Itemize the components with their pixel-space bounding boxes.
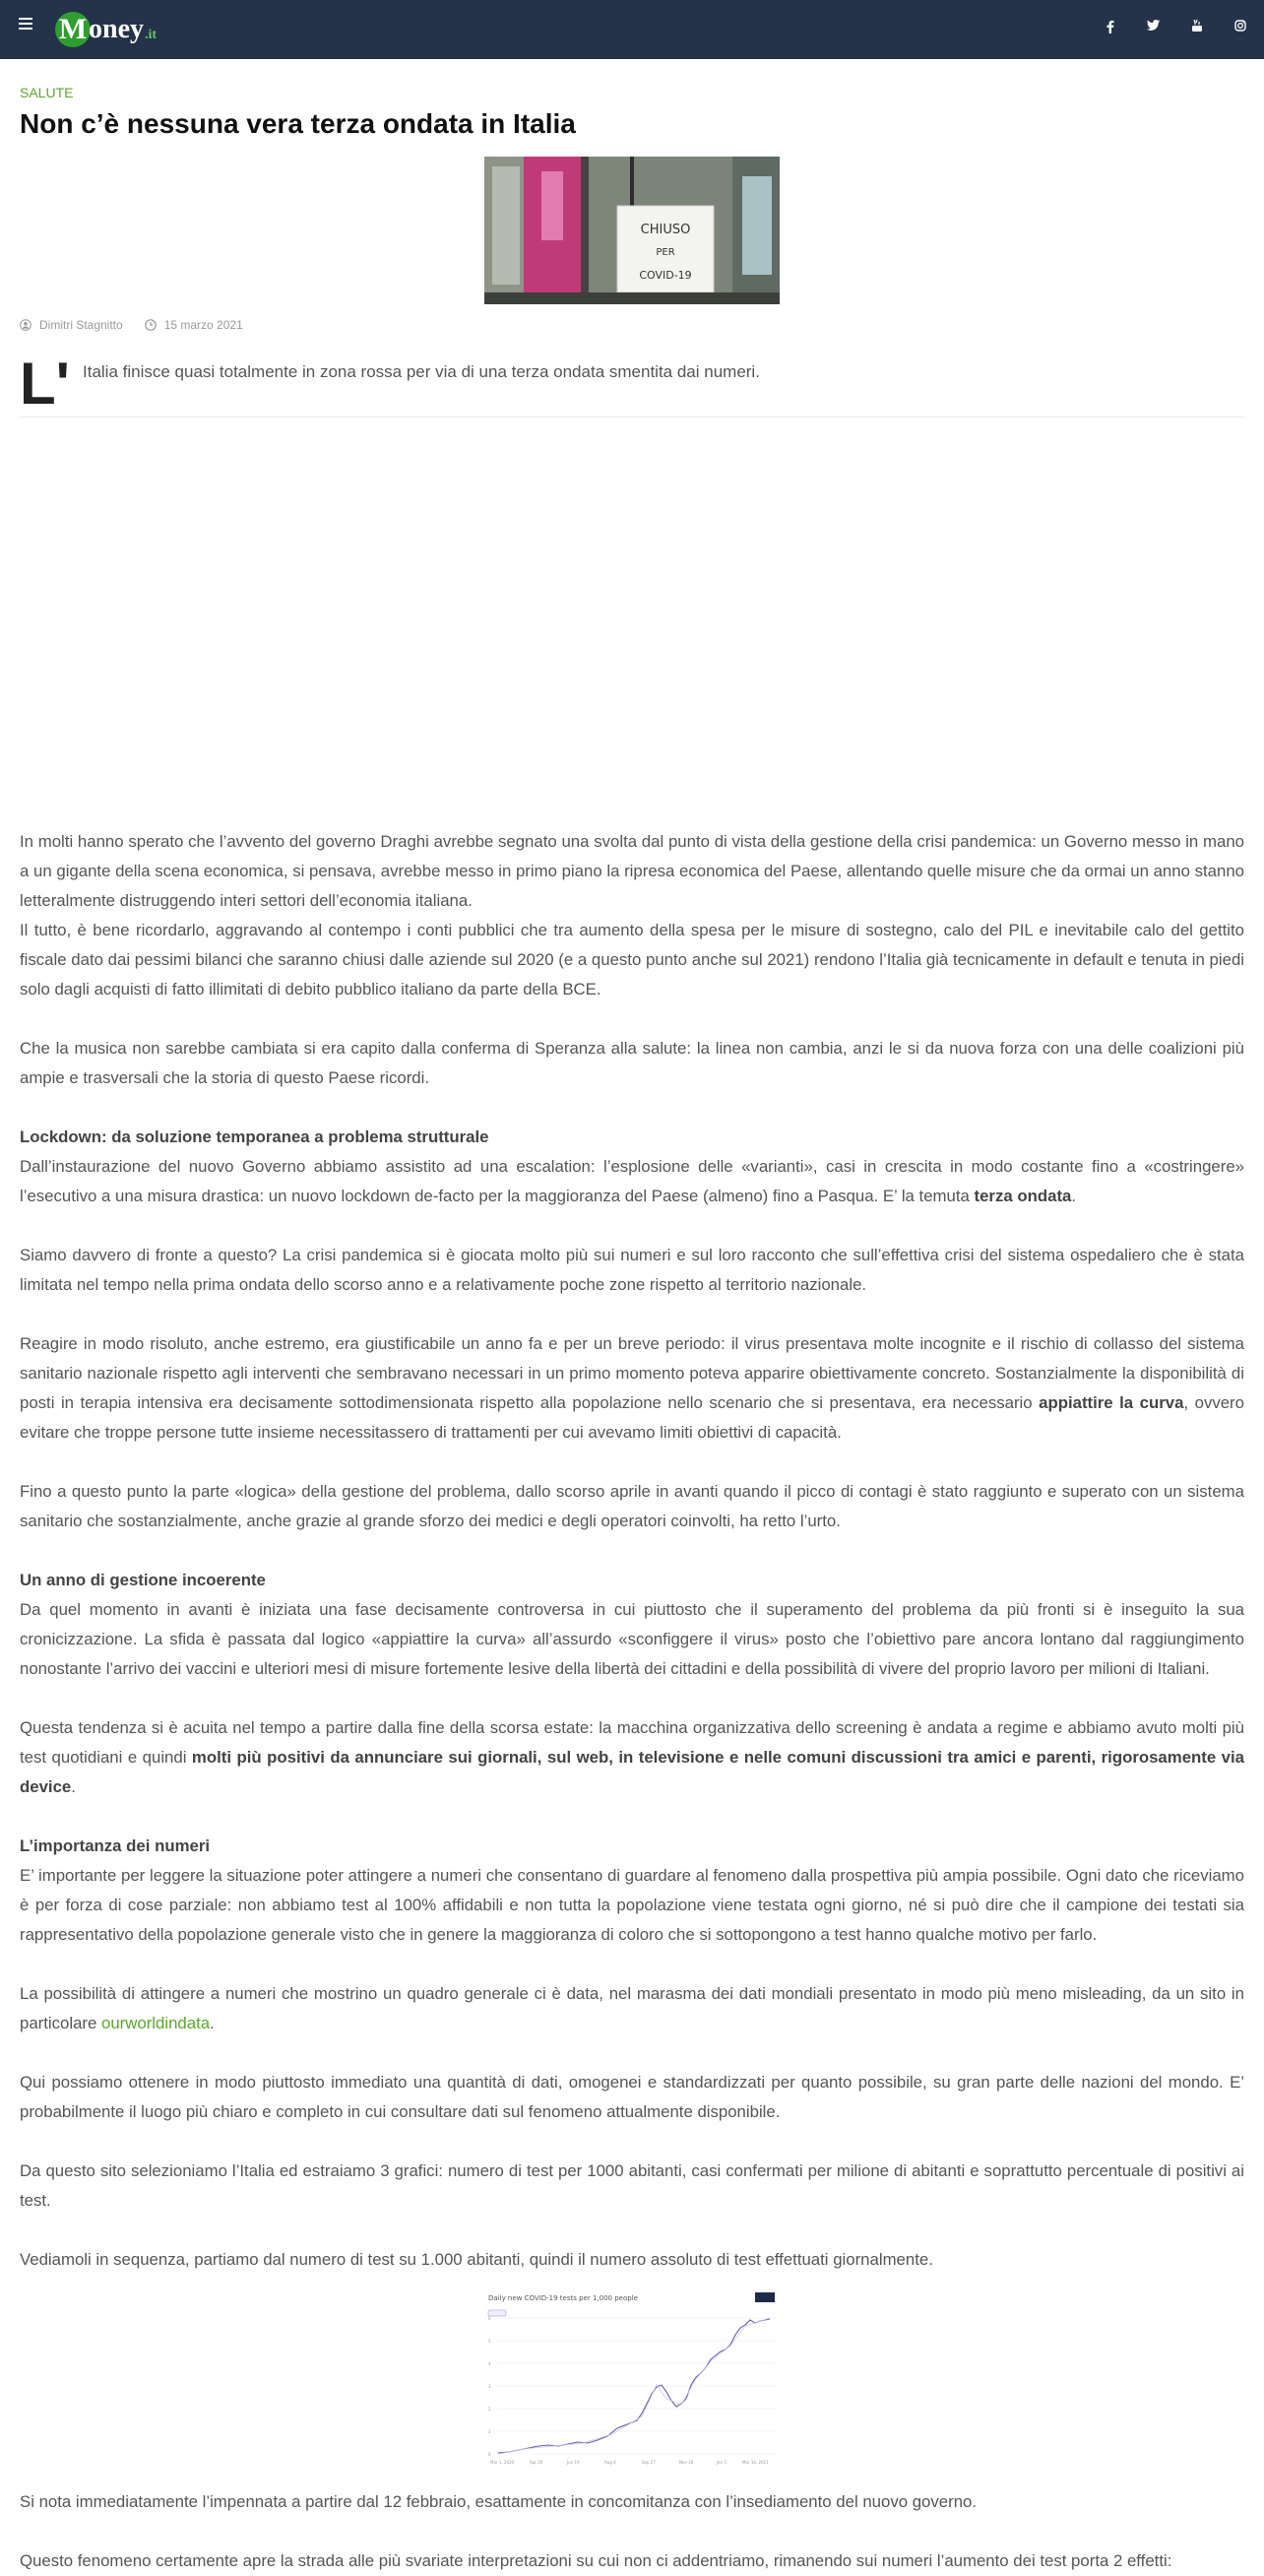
hero-sign-line3: COVID-19 [639, 269, 692, 282]
lead-text: Italia finisce quasi totalmente in zona rossa per via di una terza ondata smentita dai numeri. [83, 362, 760, 381]
section-heading: Lockdown: da soluzione temporanea a problema strutturale [20, 1127, 489, 1146]
paragraph: Si nota immediatamente l’impennata a partire dal 12 febbraio, esattamente in concomitanza con l’insediamento del nuovo governo. [20, 2492, 978, 2511]
instagram-icon[interactable] [1231, 20, 1250, 32]
x-tick: Aug 8 [604, 2460, 616, 2465]
logo-suffix: .it [145, 28, 158, 42]
x-tick: Jan 5 [717, 2460, 727, 2465]
dropcap: L' [20, 351, 70, 417]
money-logo[interactable] [55, 10, 157, 49]
y-tick: 5 [488, 2339, 491, 2344]
paragraph: Che la musica non sarebbe cambiata si era capito dalla conferma di Speranza alla salute: la linea non cambia, anzi le si da nuova forza con una delle coalizioni più ampie e trasversali che la storia di questo Paese ricordi. [20, 1039, 1244, 1087]
logo-text: oney [89, 14, 144, 44]
article-title: Non c’è nessuna vera terza ondata in Italia [20, 108, 576, 139]
paragraph: La possibilità di attingere a numeri che mostrino un quadro generale ci è data, nel marasma dei dati mondiali presentato in modo più meno misleading, da un sito in particolare ourworldindata. [20, 1984, 1244, 2032]
top-navbar [0, 0, 1264, 59]
hero-sign-line2: PER [656, 247, 675, 258]
paragraph: In molti hanno sperato che l’avvento del governo Draghi avrebbe segnato una svolta dal punto di vista della gestione della crisi pandemica: un Governo messo in mano a un gigante della scena economica, si pensava, avrebbe messo in primo piano la ripresa economica del Paese, allentando quelle misure che da ormai un anno stanno letteralmente distruggendo interi settori dell’economia italiana. [20, 832, 1244, 910]
hero-image [484, 157, 780, 304]
x-tick: Jun 19 [567, 2460, 580, 2465]
facebook-icon[interactable] [1101, 20, 1120, 33]
ad-space [20, 433, 1244, 798]
paragraph: Vediamoli in sequenza, partiamo dal numero di test su 1.000 abitanti, quindi il numero assoluto di test effettuati giornalmente. [20, 2250, 933, 2269]
y-tick: 1 [488, 2429, 491, 2434]
x-tick: Sep 27 [642, 2460, 656, 2465]
category-link[interactable]: SALUTE [20, 85, 74, 100]
x-tick: Mar 1, 2020 [490, 2460, 515, 2465]
paragraph: Questa tendenza si è acuita nel tempo a partire dalla fine della scorsa estate: la macchina organizzativa dello screening è andata a regime e abbiamo avuto molti più test quotidiani e quindi molti più positivi da annunciare sui giornali, sul web, in televisione e nelle comuni discussioni tra amici e parenti, rigorosamente via device. [20, 1718, 1244, 1796]
section-heading: Un anno di gestione incoerente [20, 1571, 266, 1589]
user-icon [20, 319, 32, 331]
paragraph: Siamo davvero di fronte a questo? La crisi pandemica si è giocata molto più sui numeri e sul loro racconto che sull’effettiva crisi del sistema ospedaliero che è stata limitata nel tempo nella prima ondata dello scorso anno e a relativamente poche zone rispetto al territorio nazionale. [20, 1246, 1244, 1294]
divider [20, 417, 1244, 418]
twitter-icon[interactable] [1143, 20, 1163, 31]
paragraph: Da questo sito selezioniamo l’Italia ed estraiamo 3 grafici: numero di test per 1000 abitanti, casi confermati per milione di abitanti e soprattutto percentuale di positivi ai test. [20, 2161, 1244, 2210]
ourworldindata-link[interactable]: ourworldindata [101, 2014, 211, 2032]
article-meta [20, 318, 243, 332]
hamburger-menu-icon[interactable] [19, 18, 32, 30]
clock-icon [145, 319, 157, 331]
tests-chart-image [484, 2290, 780, 2468]
paragraph: Questo fenomeno certamente apre la strada alle più svariate interpretazioni su cui non ci addentriamo, rimanendo sui numeri l’aumento dei test porta 2 effetti: [20, 2551, 1172, 2570]
x-tick: Apr 20 [530, 2460, 543, 2465]
paragraph: Reagire in modo risoluto, anche estremo, era giustificabile un anno fa e per un breve periodo: il virus presentava molte incognite e il rischio di collasso del sistema sanitario nazionale rispetto agli interventi che sembravano necessari in un primo momento poteva apparire obiettivamente concreto. Sostanzialmente la disponibilità di posti in terapia intensiva era decisamente sottodimensionata rispetto alla popolazione nello scenario che si presentava, era necessario appiattire la curva, ovvero evitare che troppe persone tutte insieme necessitassero di trattamenti per cui avevamo limiti obiettivi di capacità. [20, 1334, 1244, 1442]
x-tick: Nov 16 [679, 2460, 694, 2465]
publish-date: 15 marzo 2021 [163, 318, 243, 332]
paragraph: Dall’instaurazione del nuovo Governo abbiamo assistito ad una escalation: l’esplosione delle «varianti», casi in crescita in modo costante fino a «costringere» l’esecutivo a una misura drastica: un nuovo lockdown de-facto per la maggioranza del Paese (almeno) fino a Pasqua. E’ la temuta terza ondata. [20, 1157, 1244, 1205]
y-tick: 2 [488, 2407, 491, 2412]
logo-m-mark: M [55, 12, 91, 47]
paragraph: Da quel momento in avanti è iniziata una fase decisamente controversa in cui piuttosto che il superamento del problema da più fronti si è inseguito la sua cronicizzazione. La sfida è passata dal logico «appiattire la curva» all’assurdo «sconfiggere il virus» posto che l’obiettivo pare ancora lontano dal raggiungimento nonostante l’arrivo dei vaccini e ulteriori mesi di misure fortemente lesive della libertà dei cittadini e della possibilità di vivere del proprio lavoro per milioni di Italiani. [20, 1600, 1244, 1678]
chart-title: Daily new COVID-19 tests per 1,000 people [488, 2294, 638, 2302]
paragraph: Qui possiamo ottenere in modo piuttosto immediato una quantità di dati, omogenei e standardizzati per quanto possibile, su gran parte delle nazioni del mondo. E’ probabilmente il luogo più chiaro e completo in cui consultare dati sul fenomeno attualmente disponibile. [20, 2073, 1244, 2121]
section-heading: L’importanza dei numeri [20, 1836, 211, 1855]
paragraph: Il tutto, è bene ricordarlo, aggravando al contempo i conti pubblici che tra aumento della spesa per le misure di sostegno, calo del PIL e inevitabile calo del gettito fiscale dato dai pessimi bilanci che saranno chiusi dalle aziende sul 2020 (e a questo punto anche sul 2021) rendono l’Italia già tecnicamente in default e tenuta in piedi solo dagli acquisti di fatto illimitati di debito pubblico italiano da parte della BCE. [20, 921, 1244, 998]
y-tick: 0 [488, 2452, 491, 2457]
hero-sign-line1: CHIUSO [640, 223, 691, 237]
youtube-icon[interactable] [1187, 20, 1207, 32]
y-tick: 3 [488, 2384, 491, 2389]
article-body [20, 827, 1244, 2576]
paragraph: Fino a questo punto la parte «logica» della gestione del problema, dallo scorso aprile in avanti quando il picco di contagi è stato raggiunto e superato con un sistema sanitario che sostanzialmente, anche grazie al grande sforzo dei medici e degli operatori coinvolti, ha retto l’urto. [20, 1482, 1244, 1530]
x-tick: Mar 14, 2021 [742, 2460, 769, 2465]
paragraph: E’ importante per leggere la situazione poter attingere a numeri che consentano di guardare al fenomeno dalla prospettiva più ampia possibile. Ogni dato che riceviamo è per forza di cose parziale: non abbiamo test al 100% affidabili e non tutta la popolazione viene testata ogni giorno, né si può dire che il campione dei testati sia rappresentativo della popolazione generale visto che in genere la maggioranza di coloro che si sottopongono a test hanno qualche motivo per farlo. [20, 1866, 1244, 1944]
y-tick: 6 [488, 2316, 491, 2321]
author-name[interactable]: Dimitri Stagnitto [39, 318, 123, 332]
y-tick: 4 [488, 2361, 491, 2366]
